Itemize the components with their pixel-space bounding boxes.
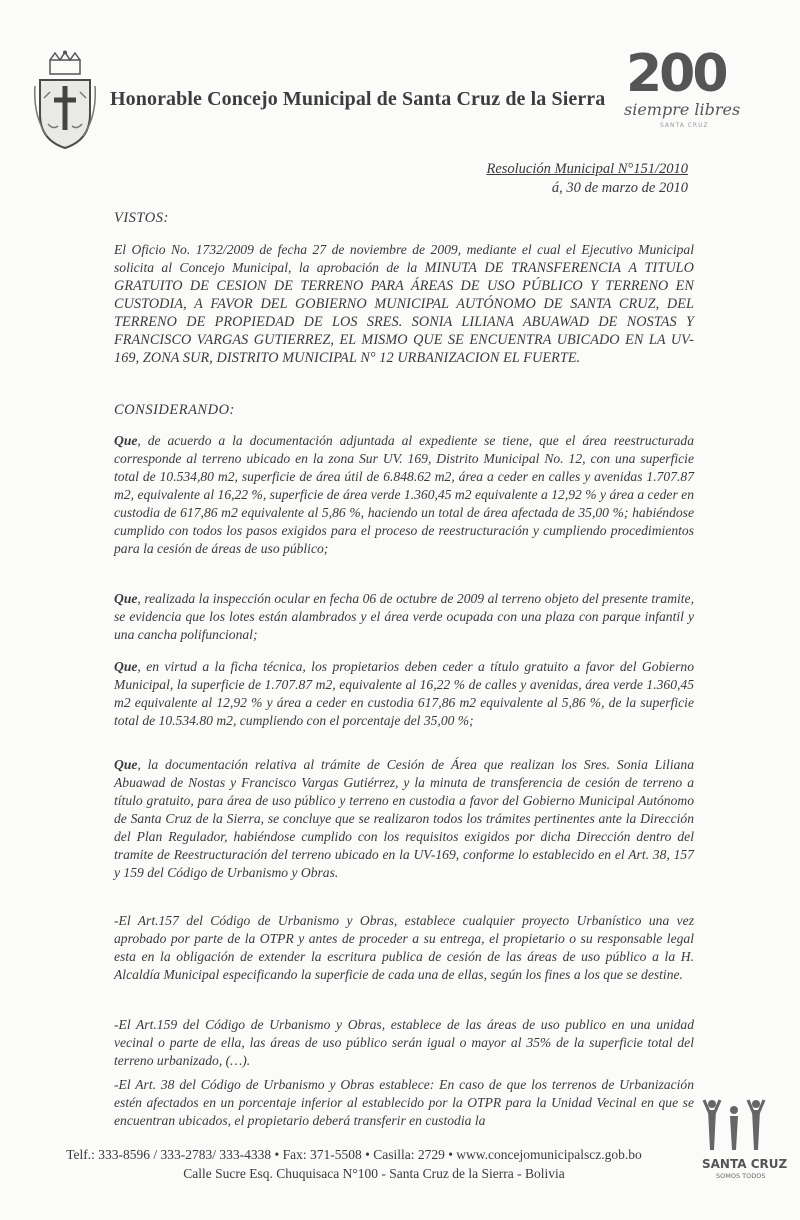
footer-contact: Telf.: 333-8596 / 333-2783/ 333-4338 • Fax: 371-5508 • Casilla: 2729 • www.concejomunicipalscz.gob.bo xyxy=(66,1147,642,1162)
article-38-paragraph: -El Art. 38 del Código de Urbanismo y Obras establece: En caso de que los terrenos de Urbanización estén afectados en un porcentaje inferior al establecido por la OTPR para la Unidad Vecinal en que se encuentran ubicados, el propietario deberá transferir en custodia la xyxy=(114,1077,694,1128)
organization-name: Honorable Concejo Municipal de Santa Cruz de la Sierra xyxy=(110,88,606,110)
resolution-reference xyxy=(486,160,688,198)
anniversary-number: 200 xyxy=(626,44,726,104)
santa-cruz-logo-tagline: SOMOS TODOS xyxy=(716,1172,766,1180)
anniversary-motto: siempre libres xyxy=(624,100,741,119)
considerando-paragraph-2: Que, realizada la inspección ocular en fecha 06 de octubre de 2009 al terreno objeto del presente tramite, se evidencia que los lotes están alambrados y el área verde ocupada con una plaza con parque infantil y una cancha polifuncional; xyxy=(114,591,694,642)
santa-cruz-logo-name: SANTA CRUZ xyxy=(702,1157,788,1171)
considerando-paragraph-1: Que, de acuerdo a la documentación adjuntada al expediente se tiene, que el área reestructurada corresponde al terreno ubicado en la zona Sur UV. 169, Distrito Municipal No. 12, con una superficie total de 10.534,80 m2, superficie de área útil de 6.848.62 m2, área a ceder en calles y avenidas 1.707.87 m2, equivalente al 16,22 %, superficie de área verde 1.360,45 m2 equivalente a 12,92 % y área a ceder en custodia de 617,86 m2 equivalente al 5,86 %, haciendo un total de área afectada de 35,00 %; habiéndose cumplido con todos los pasos exigidos para el proceso de reestructuración y cumpliendo procedimientos para la cesión de áreas de uso público; xyxy=(114,433,694,556)
vistos-intro: El Oficio No. 1732/2009 de fecha 27 de noviembre de 2009, mediante el cual el Ejecutivo Municipal solicita al Concejo Municipal, la aprobación de la xyxy=(114,242,694,275)
vistos-caps: MINUTA DE TRANSFERENCIA A TITULO GRATUITO DE CESION DE TERRENO PARA ÁREAS DE USO PÚBLICO Y TERRENO EN CUSTODIA, A FAVOR DEL GOBIERNO MUNICIPAL AUTÓNOMO DE SANTA CRUZ, DEL TERRENO DE PROPIEDAD DE LOS SRES. SONIA LILIANA ABUAWAD DE NOSTAS Y FRANCISCO VARGAS GUTIERREZ, EL MISMO QUE SE ENCUENTRA UBICADO EN LA UV-169, ZONA SUR, DISTRITO MUNICIPAL N° 12 URBANIZACION EL FUERTE. xyxy=(114,260,694,366)
article-159-paragraph: -El Art.159 del Código de Urbanismo y Obras, establece de las áreas de uso publico en una unidad vecinal o parte de ella, las áreas de uso público serán igual o mayor al 35% de la superficie total del terreno urbanizado, (…). xyxy=(114,1017,694,1068)
considerando-paragraph-3: Que, en virtud a la ficha técnica, los propietarios deben ceder a título gratuito a favor del Gobierno Municipal, la superficie de 1.707.87 m2, equivalente al 16,22 % de calles y avenidas, área verde 1.360,45 m2 equivalente al 12,92 % y área a ceder en custodia 617,86 m2 equivalente al 5,86 %, de la superficie total de 10.534.80 m2, cumpliendo con el porcentaje del 35,00 %; xyxy=(114,659,694,728)
vistos-heading: VISTOS: xyxy=(114,210,169,226)
anniversary-subtitle: SANTA CRUZ xyxy=(660,122,709,129)
article-157-paragraph: -El Art.157 del Código de Urbanismo y Obras, establece cualquier proyecto Urbanístico una vez aprobado por parte de la OTPR y antes de proceder a su entrega, el propietario o su responsable legal esta en la obligación de extender la escritura publica de cesión de las áreas de uso público a la H. Alcaldía Municipal especificando la superficie de cada una de ellas, según los fines a los que se destine. xyxy=(114,913,694,982)
considerando-heading: CONSIDERANDO: xyxy=(114,402,235,418)
footer-address: Calle Sucre Esq. Chuquisaca N°100 - Santa Cruz de la Sierra - Bolivia xyxy=(183,1166,565,1181)
bicentennial-logo xyxy=(618,44,758,136)
resolution-date: á, 30 de marzo de 2010 xyxy=(551,180,688,196)
considerando-paragraph-4: Que, la documentación relativa al trámite de Cesión de Área que realizan los Sres. Sonia Liliana Abuawad de Nostas y Francisco Vargas Gutiérrez, y la minuta de transferencia de cesión de terreno a título gratuito, para área de uso público y terreno en custodia a favor del Gobierno Municipal Autónomo de Santa Cruz de la Sierra, se concluye que se realizaron todos los trámites pertinentes ante la Dirección del Plan Regulador, habiéndose cumplido con los requisitos exigidos por dicha Dirección dentro del tramite de Reestructuración del terreno ubicado en la UV-169, conforme lo establecido en el Art. 38, 157 y 159 del Código de Urbanismo y Obras. xyxy=(114,757,694,880)
coat-of-arms-icon xyxy=(34,50,96,150)
resolution-title: Resolución Municipal N°151/2010 xyxy=(486,161,688,177)
vistos-paragraph xyxy=(114,241,694,367)
santa-cruz-figures-icon xyxy=(700,1098,768,1156)
